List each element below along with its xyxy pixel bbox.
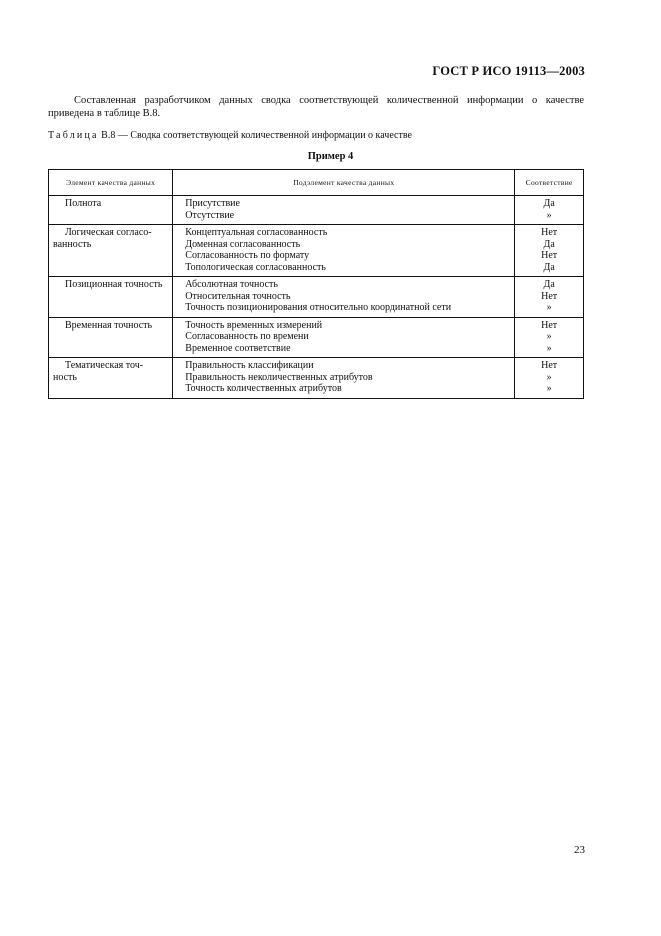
table-caption-text: В.8 — Сводка соответствующей количественной информации о качестве	[98, 130, 412, 141]
conformance-cell	[515, 196, 584, 225]
subelement-cell	[173, 317, 515, 358]
conformance-value: Да	[543, 261, 555, 273]
subelement-label: Доменная согласованность	[185, 238, 301, 250]
table-row	[49, 196, 584, 225]
table-caption-label: Таблица	[48, 130, 99, 141]
table-header-row	[49, 170, 584, 196]
subelement-label: Топологическая согласованность	[185, 261, 326, 273]
subelement-label: Точность позиционирования относительно координатной сети	[185, 302, 452, 313]
table-row	[49, 225, 584, 277]
header-conformance: Соответствие	[515, 170, 584, 196]
element-label: Позиционная точность	[65, 279, 163, 290]
header-element: Элемент качества данных	[49, 170, 173, 196]
subelement-label: Относительная точность	[185, 290, 291, 302]
subelement-label: Абсолютная точность	[185, 279, 278, 290]
element-label-continued: ванность	[53, 238, 92, 250]
element-cell	[49, 358, 173, 399]
subelement-label: Точность количественных атрибутов	[185, 383, 342, 394]
paragraph-line-2: приведена в таблице В.8.	[48, 108, 161, 119]
conformance-value: »	[546, 331, 552, 342]
element-cell	[49, 225, 173, 277]
conformance-value: Да	[543, 238, 555, 250]
subelement-label: Присутствие	[185, 198, 240, 209]
conformance-value: »	[546, 209, 552, 221]
conformance-value: Нет	[541, 227, 558, 238]
conformance-value: »	[546, 383, 552, 394]
conformance-value: »	[546, 342, 552, 354]
subelement-label: Временное соответствие	[185, 342, 291, 354]
element-cell	[49, 317, 173, 358]
element-label: Логическая согласо-	[65, 227, 152, 238]
subelement-label: Правильность неколичественных атрибутов	[185, 371, 373, 383]
element-cell	[49, 196, 173, 225]
conformance-value: Да	[543, 198, 555, 209]
table-row	[49, 358, 584, 399]
conformance-value: Да	[543, 279, 555, 290]
conformance-cell	[515, 277, 584, 318]
subelement-label: Отсутствие	[185, 209, 235, 221]
table-caption	[48, 130, 412, 141]
subelement-label: Правильность классификации	[185, 360, 314, 371]
header-subelement: Подэлемент качества данных	[173, 170, 515, 196]
paragraph-line-1: Составленная разработчиком данных сводка соответствующей количественной информации о качестве	[74, 95, 584, 106]
conformance-cell	[515, 225, 584, 277]
table-row	[49, 317, 584, 358]
conformance-cell	[515, 317, 584, 358]
subelement-cell	[173, 196, 515, 225]
element-label: Тематическая точ-	[65, 360, 144, 371]
subelement-label: Точность временных измерений	[185, 319, 323, 331]
example-title: Пример 4	[307, 151, 354, 162]
subelement-cell	[173, 225, 515, 277]
conformance-value: Нет	[541, 290, 558, 302]
element-label: Временная точность	[65, 319, 153, 331]
subelement-label: Согласованность по времени	[185, 331, 309, 342]
quality-summary-table	[48, 169, 584, 399]
element-cell	[49, 277, 173, 318]
subelement-cell	[173, 277, 515, 318]
element-label-continued: ность	[53, 371, 77, 383]
conformance-value: Нет	[541, 250, 558, 261]
conformance-cell	[515, 358, 584, 399]
page-number: 23	[574, 844, 585, 856]
conformance-value: »	[546, 302, 552, 313]
subelement-cell	[173, 358, 515, 399]
table-row	[49, 277, 584, 318]
intro-paragraph	[48, 94, 584, 120]
conformance-value: Нет	[541, 319, 558, 331]
document-header: ГОСТ Р ИСО 19113—2003	[432, 64, 585, 78]
subelement-label: Концептуальная согласованность	[185, 227, 328, 238]
conformance-value: Нет	[541, 360, 558, 371]
conformance-value: »	[546, 371, 552, 383]
subelement-label: Согласованность по формату	[185, 250, 310, 261]
element-label: Полнота	[65, 198, 102, 209]
